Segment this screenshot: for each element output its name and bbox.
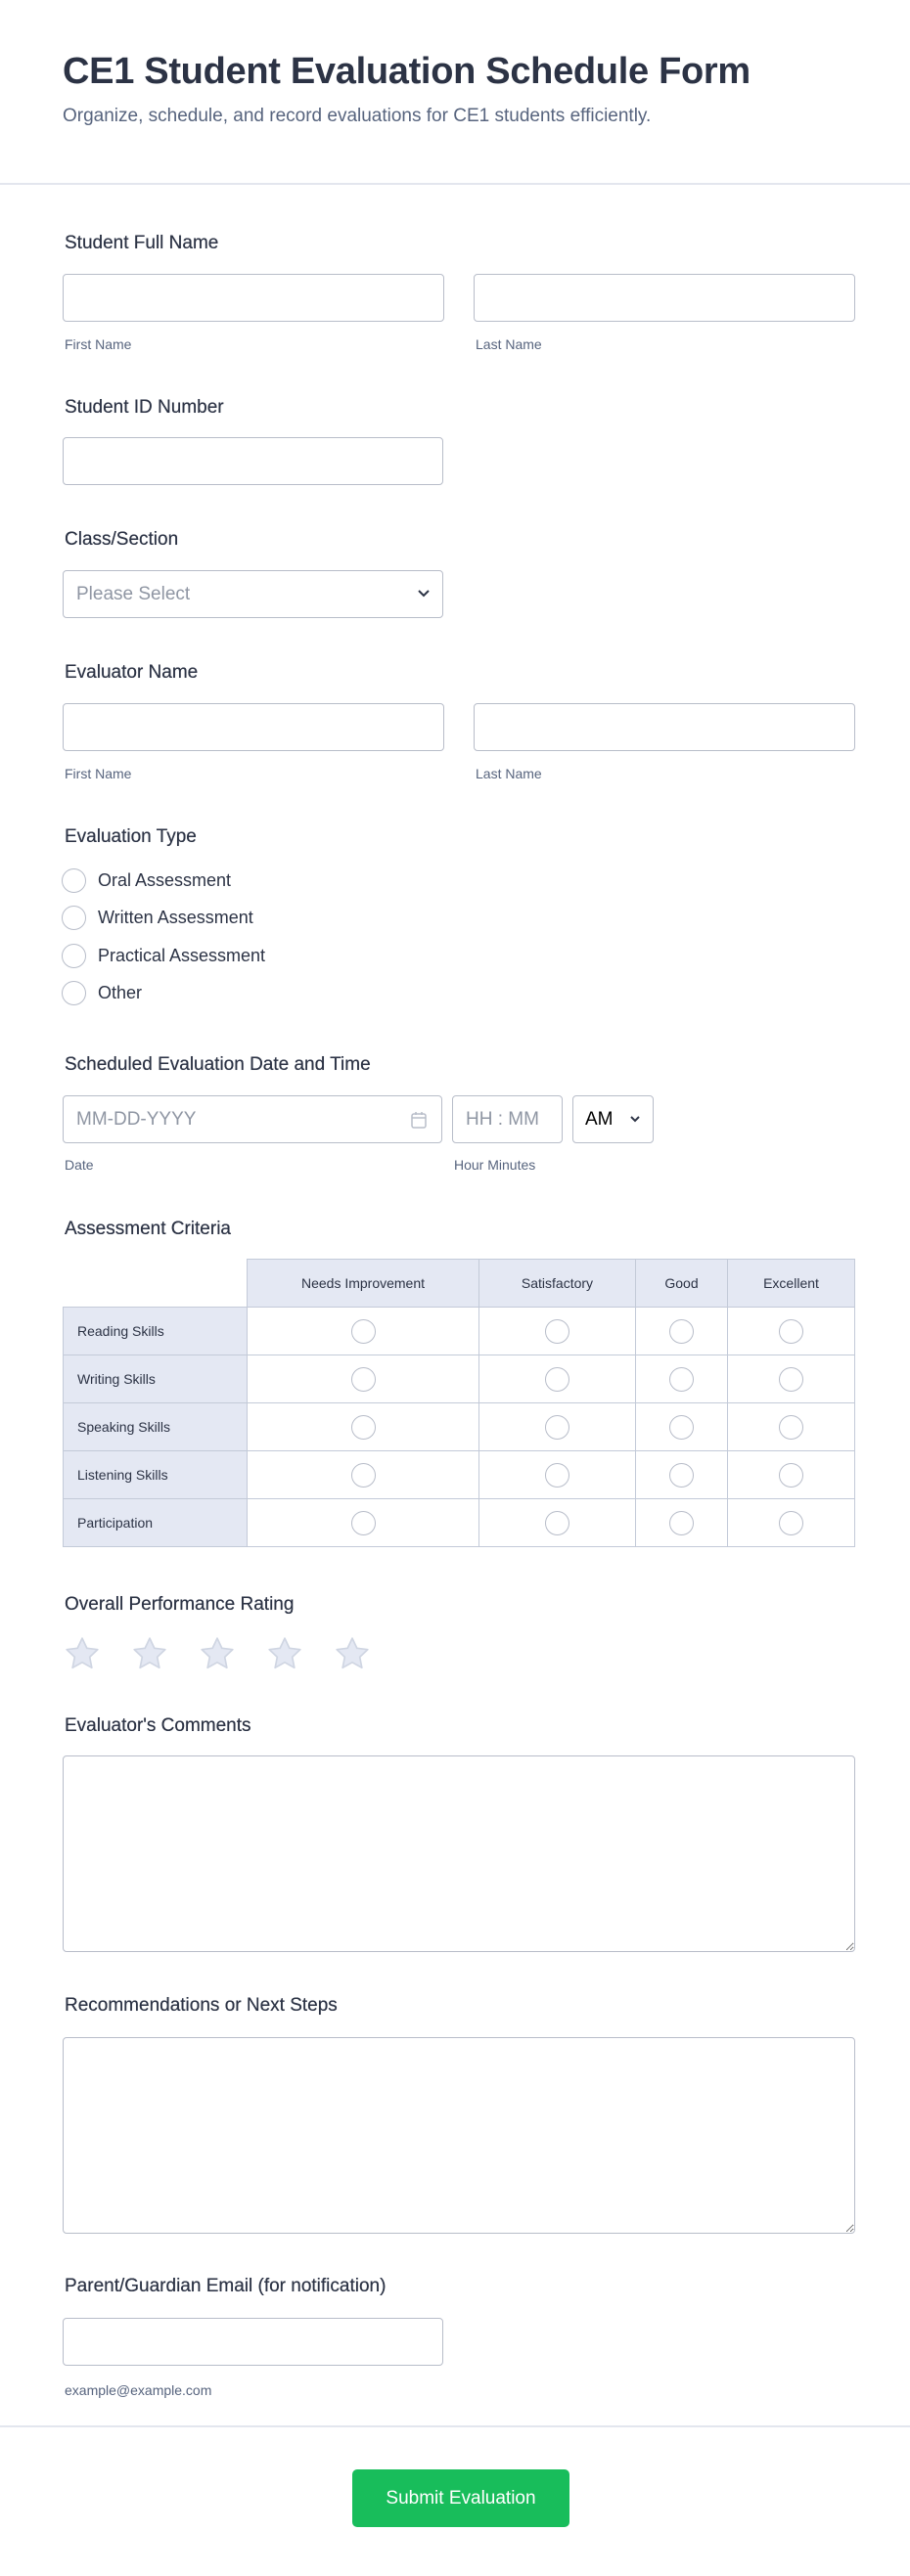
- class-section-placeholder: Please Select: [76, 584, 191, 604]
- matrix-radio[interactable]: [545, 1463, 569, 1488]
- comments-textarea[interactable]: [63, 1755, 855, 1952]
- matrix-radio[interactable]: [669, 1415, 694, 1440]
- evaluator-first-name-input[interactable]: [63, 703, 444, 751]
- evaluation-type-label: Evaluation Type: [65, 826, 197, 847]
- date-placeholder: MM-DD-YYYY: [76, 1109, 197, 1130]
- recommendations-label: Recommendations or Next Steps: [65, 1995, 338, 2016]
- matrix-radio[interactable]: [545, 1367, 569, 1392]
- row-header: Participation: [64, 1499, 248, 1547]
- column-header: Good: [636, 1260, 728, 1308]
- ampm-value: AM: [585, 1109, 614, 1130]
- date-input[interactable]: [63, 1095, 442, 1143]
- student-name-label: Student Full Name: [65, 233, 219, 253]
- matrix-radio[interactable]: [545, 1415, 569, 1440]
- submit-button[interactable]: Submit Evaluation: [352, 2469, 569, 2527]
- time-placeholder: HH : MM: [466, 1109, 539, 1130]
- time-sublabel: Hour Minutes: [454, 1157, 536, 1173]
- email-input[interactable]: [63, 2318, 443, 2366]
- matrix-radio[interactable]: [779, 1367, 803, 1392]
- radio-label: Practical Assessment: [98, 946, 266, 965]
- radio-written[interactable]: [62, 906, 86, 930]
- page-subtitle: Organize, schedule, and record evaluations for CE1 students efficiently.: [63, 106, 652, 126]
- evaluator-name-label: Evaluator Name: [65, 662, 199, 683]
- matrix-radio[interactable]: [669, 1319, 694, 1344]
- page-title: CE1 Student Evaluation Schedule Form: [63, 51, 751, 92]
- matrix-row: [64, 1451, 855, 1499]
- assessment-matrix: [63, 1259, 855, 1547]
- chevron-down-icon: [417, 589, 431, 599]
- matrix-radio[interactable]: [351, 1415, 376, 1440]
- row-header: Speaking Skills: [64, 1403, 248, 1451]
- row-header: Listening Skills: [64, 1451, 248, 1499]
- matrix-radio[interactable]: [669, 1511, 694, 1535]
- time-input[interactable]: [452, 1095, 563, 1143]
- matrix-row: [64, 1403, 855, 1451]
- last-name-sublabel: Last Name: [476, 336, 542, 352]
- row-header: Reading Skills: [64, 1308, 248, 1355]
- matrix-radio[interactable]: [351, 1511, 376, 1535]
- matrix-row: [64, 1355, 855, 1403]
- calendar-icon[interactable]: [410, 1110, 428, 1130]
- column-header: Excellent: [728, 1260, 855, 1308]
- radio-label: Oral Assessment: [98, 870, 232, 890]
- assessment-criteria-label: Assessment Criteria: [65, 1219, 231, 1239]
- matrix-radio[interactable]: [351, 1319, 376, 1344]
- matrix-radio[interactable]: [779, 1415, 803, 1440]
- matrix-radio[interactable]: [545, 1511, 569, 1535]
- divider: [0, 183, 910, 185]
- class-section-select[interactable]: [63, 570, 443, 618]
- matrix-row: [64, 1308, 855, 1355]
- star-icon[interactable]: [333, 1634, 372, 1673]
- evaluator-last-name-input[interactable]: [474, 703, 855, 751]
- column-header: Needs Improvement: [248, 1260, 479, 1308]
- row-header: Writing Skills: [64, 1355, 248, 1403]
- matrix-radio[interactable]: [669, 1367, 694, 1392]
- matrix-row: [64, 1499, 855, 1547]
- radio-label: Written Assessment: [98, 908, 253, 927]
- chevron-down-icon: [629, 1115, 641, 1124]
- matrix-radio[interactable]: [351, 1463, 376, 1488]
- rating-label: Overall Performance Rating: [65, 1594, 295, 1615]
- comments-label: Evaluator's Comments: [65, 1715, 251, 1736]
- schedule-label: Scheduled Evaluation Date and Time: [65, 1054, 371, 1075]
- star-icon[interactable]: [198, 1634, 237, 1673]
- student-id-label: Student ID Number: [65, 397, 224, 418]
- matrix-radio[interactable]: [779, 1463, 803, 1488]
- star-icon[interactable]: [63, 1634, 102, 1673]
- radio-other[interactable]: [62, 981, 86, 1005]
- radio-practical[interactable]: [62, 944, 86, 968]
- radio-oral[interactable]: [62, 868, 86, 893]
- column-header: Satisfactory: [479, 1260, 636, 1308]
- matrix-radio[interactable]: [779, 1319, 803, 1344]
- last-name-sublabel: Last Name: [476, 766, 542, 781]
- matrix-radio[interactable]: [779, 1511, 803, 1535]
- date-sublabel: Date: [65, 1157, 94, 1173]
- email-label: Parent/Guardian Email (for notification): [65, 2276, 387, 2296]
- student-first-name-input[interactable]: [63, 274, 444, 322]
- email-sublabel: example@example.com: [65, 2382, 212, 2398]
- matrix-radio[interactable]: [351, 1367, 376, 1392]
- radio-label: Other: [98, 983, 143, 1002]
- matrix-radio[interactable]: [545, 1319, 569, 1344]
- student-last-name-input[interactable]: [474, 274, 855, 322]
- ampm-select[interactable]: [572, 1095, 654, 1143]
- first-name-sublabel: First Name: [65, 766, 132, 781]
- recommendations-textarea[interactable]: [63, 2037, 855, 2234]
- class-section-label: Class/Section: [65, 529, 179, 550]
- first-name-sublabel: First Name: [65, 336, 132, 352]
- matrix-radio[interactable]: [669, 1463, 694, 1488]
- star-icon[interactable]: [130, 1634, 169, 1673]
- student-id-input[interactable]: [63, 437, 443, 485]
- star-icon[interactable]: [265, 1634, 304, 1673]
- divider: [0, 2425, 910, 2427]
